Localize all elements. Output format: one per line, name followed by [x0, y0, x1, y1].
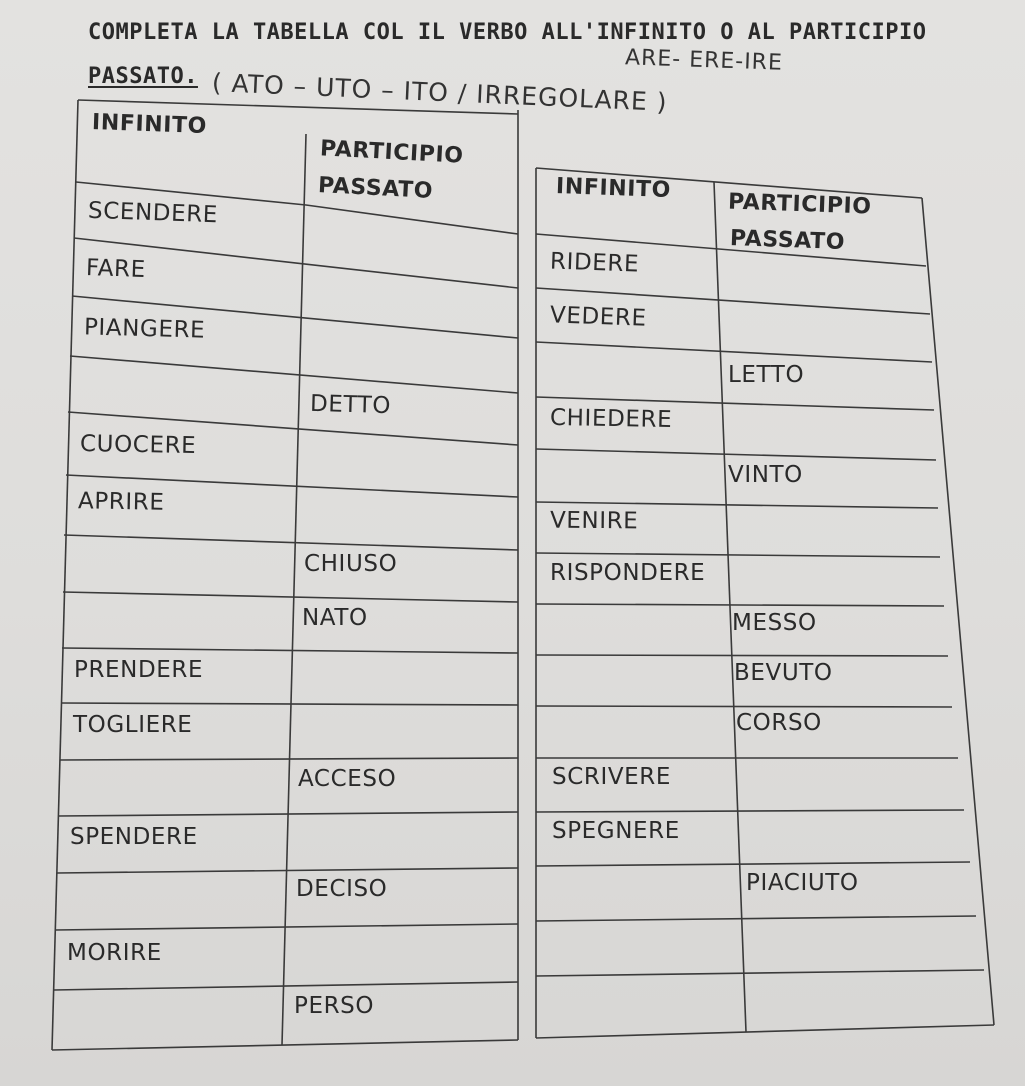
left-row-line: [70, 356, 518, 393]
left-row-line: [63, 592, 518, 602]
right-row-line: [536, 342, 932, 362]
left-cell-infinito[interactable]: PRENDERE: [74, 657, 204, 683]
left-table-column-divider: [282, 134, 306, 1045]
right-row-line: [536, 810, 964, 812]
left-cell-infinito[interactable]: SCENDERE: [87, 197, 219, 229]
left-cell-infinito[interactable]: TOGLIERE: [73, 712, 193, 738]
right-cell-participio[interactable]: CORSO: [736, 710, 822, 736]
left-cell-infinito[interactable]: SPENDERE: [70, 824, 198, 850]
left-row-line: [60, 758, 518, 760]
instruction-line-2: PASSATO.: [88, 64, 198, 89]
right-row-line: [536, 655, 948, 656]
left-row-line: [61, 703, 518, 705]
right-table-column-divider: [714, 182, 746, 1032]
left-header-infinito: INFINITO: [91, 110, 208, 139]
right-table-border-bottom: [536, 1025, 994, 1038]
right-row-line: [536, 604, 944, 606]
left-table-border-bottom: [52, 1040, 518, 1050]
right-cell-participio[interactable]: MESSO: [732, 610, 817, 636]
left-header-passato: PASSATO: [317, 173, 434, 204]
left-row-line: [62, 648, 518, 653]
left-cell-participio[interactable]: DETTO: [309, 390, 392, 420]
left-cell-participio[interactable]: DECISO: [296, 876, 388, 902]
right-header-passato: PASSATO: [729, 225, 846, 256]
right-cell-participio[interactable]: VINTO: [728, 462, 803, 488]
right-row-line: [536, 449, 936, 460]
right-cell-participio[interactable]: LETTO: [728, 362, 805, 388]
left-cell-participio[interactable]: CHIUSO: [304, 551, 398, 577]
left-header-participio: PARTICIPIO: [319, 136, 465, 169]
right-cell-infinito[interactable]: SPEGNERE: [552, 818, 680, 844]
right-header-infinito: INFINITO: [555, 174, 672, 203]
left-cell-infinito[interactable]: MORIRE: [67, 940, 162, 966]
right-cell-participio[interactable]: PIACIUTO: [746, 870, 859, 896]
instruction-text: COMPLETA LA TABELLA COL IL VERBO ALL'INFINITO O AL PARTICIPIO: [88, 20, 927, 45]
right-cell-infinito[interactable]: RIDERE: [549, 248, 640, 278]
left-cell-participio[interactable]: PERSO: [294, 993, 375, 1019]
handwritten-suffix-hint: ( ATO – UTO – ITO / IRREGOLARE ): [211, 68, 669, 117]
right-cell-infinito[interactable]: SCRIVERE: [552, 764, 672, 790]
right-cell-infinito[interactable]: RISPONDERE: [550, 560, 706, 586]
left-cell-infinito[interactable]: FARE: [85, 254, 147, 284]
right-row-line: [536, 706, 952, 707]
left-table-border-left: [52, 100, 78, 1050]
right-row-line: [536, 862, 970, 866]
right-cell-participio[interactable]: BEVUTO: [734, 660, 833, 686]
left-cell-participio[interactable]: ACCESO: [298, 766, 397, 792]
right-row-line: [536, 553, 940, 557]
handwritten-ending-hint: ARE- ERE-IRE: [624, 45, 784, 76]
right-table-border-right: [922, 198, 994, 1025]
left-row-line: [64, 535, 518, 550]
left-row-line: [54, 982, 518, 990]
left-cell-participio[interactable]: NATO: [302, 605, 368, 631]
left-cell-infinito[interactable]: CUOCERE: [79, 430, 197, 460]
left-row-line: [55, 924, 518, 930]
left-cell-infinito[interactable]: APRIRE: [77, 488, 165, 516]
right-row-line: [536, 916, 976, 921]
right-cell-infinito[interactable]: VEDERE: [549, 302, 648, 332]
right-cell-infinito[interactable]: CHIEDERE: [549, 404, 673, 434]
right-cell-infinito[interactable]: VENIRE: [549, 507, 639, 535]
right-header-participio: PARTICIPIO: [727, 189, 873, 220]
left-cell-infinito[interactable]: PIANGERE: [83, 314, 206, 344]
right-row-line: [536, 970, 984, 976]
left-row-line: [57, 868, 518, 873]
